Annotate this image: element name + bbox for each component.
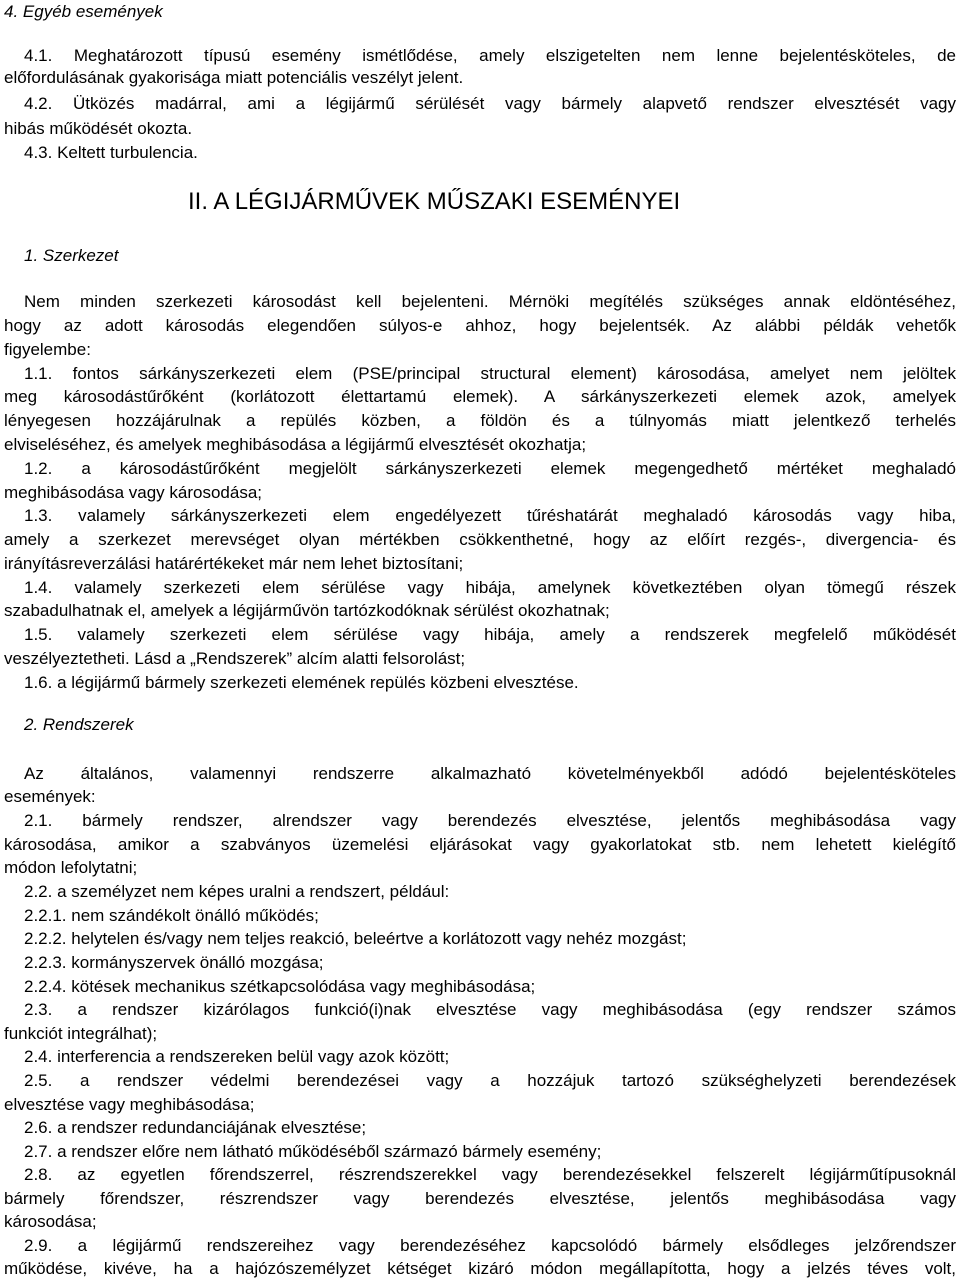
section-1-title: 1. Szerkezet <box>24 246 119 265</box>
item-2-3-line-1: 2.3. a rendszer kizárólagos funkció(i)nak elvesztése vagy meghibásodása (egy rendszer számos <box>24 1000 956 1019</box>
item-2-2: 2.2. a személyzet nem képes uralni a rendszert, például: <box>24 882 450 901</box>
item-4-3: 4.3. Keltett turbulencia. <box>24 143 198 162</box>
item-1-3-line-2: amely a szerkezet merevséget olyan mértékben csökkenthetné, hogy az előírt rezgés-, divergencia- és <box>4 530 956 549</box>
item-2-4: 2.4. interferencia a rendszereken belül vagy azok között; <box>24 1047 450 1066</box>
item-2-9-line-1: 2.9. a légijármű rendszereihez vagy berendezéséhez kapcsolódó bármely elsődleges jelzőrendszer <box>24 1236 956 1255</box>
systems-intro-line-2: események: <box>4 787 96 806</box>
item-2-1-line-2: károsodása, amikor a szabványos üzemelési eljárásokat vagy gyakorlatokat stb. nem lehetett kielégítő <box>4 835 956 854</box>
item-1-1-line-1: 1.1. fontos sárkányszerkezeti elem (PSE/principal structural element) károsodása, amelyet nem jelöltek <box>24 364 956 383</box>
item-2-3-line-2: funkciót integrálhat); <box>4 1024 158 1043</box>
structure-intro-line-3: figyelembe: <box>4 340 91 359</box>
item-2-1-line-1: 2.1. bármely rendszer, alrendszer vagy berendezés elvesztése, jelentős meghibásodása vagy <box>24 811 956 830</box>
item-2-8-line-2: bármely főrendszer, részrendszer vagy berendezés elvesztése, jelentős meghibásodása vagy <box>4 1189 956 1208</box>
item-2-5-line-1: 2.5. a rendszer védelmi berendezései vagy a hozzájuk tartozó szükséghelyzeti berendezések <box>24 1071 956 1090</box>
item-1-6: 1.6. a légijármű bármely szerkezeti elemének repülés közbeni elvesztése. <box>24 673 579 692</box>
item-1-2-line-1: 1.2. a károsodástűrőként megjelölt sárkányszerkezeti elemek megengedhető mértéket meghaladó <box>24 459 956 478</box>
item-1-5-line-2: veszélyeztetheti. Lásd a „Rendszerek” alcím alatti felsorolást; <box>4 649 466 668</box>
item-1-4-line-2: szabadulhatnak el, amelyek a légijárművön tartózkodóknak sérülést okozhatnak; <box>4 601 610 620</box>
item-2-2-3: 2.2.3. kormányszervek önálló mozgása; <box>24 953 324 972</box>
part-2-heading: II. A LÉGIJÁRMŰVEK MŰSZAKI ESEMÉNYEI <box>188 188 681 215</box>
item-2-8-line-1: 2.8. az egyetlen főrendszerrel, részrendszerekkel vagy berendezésekkel felszerelt légijárműtípusoknál <box>24 1165 956 1184</box>
item-2-6: 2.6. a rendszer redundanciájának elvesztése; <box>24 1118 367 1137</box>
item-1-4-line-1: 1.4. valamely szerkezeti elem sérülése vagy hibája, amelynek következtében olyan tömegű részek <box>24 578 956 597</box>
item-1-3-line-3: irányításreverzálási határértékeket már nem lehet biztosítani; <box>4 554 464 573</box>
item-1-3-line-1: 1.3. valamely sárkányszerkezeti elem engedélyezett tűréshatárát meghaladó károsodás vagy hiba, <box>24 506 956 525</box>
item-1-1-line-3: lényegesen hozzájárulnak a repülés közben, a földön és a túlnyomás miatt jelentkező terhelés <box>4 411 956 430</box>
item-2-2-1: 2.2.1. nem szándékolt önálló működés; <box>24 906 319 925</box>
systems-intro-line-1: Az általános, valamennyi rendszerre alkalmazható követelményekből adódó bejelentésköteles <box>24 764 956 783</box>
structure-intro-line-2: hogy az adott károsodás elegendően súlyos-e ahhoz, hogy bejelentsék. Az alábbi példák vehetők <box>4 316 956 335</box>
item-4-2-line-2: hibás működését okozta. <box>4 119 193 138</box>
item-1-5-line-1: 1.5. valamely szerkezeti elem sérülése vagy hibája, amely a rendszerek megfelelő működését <box>24 625 956 644</box>
item-2-5-line-2: elvesztése vagy meghibásodása; <box>4 1095 255 1114</box>
structure-intro-line-1: Nem minden szerkezeti károsodást kell bejelenteni. Mérnöki megítélés szükséges annak eldöntéséhez, <box>24 292 956 311</box>
section-2-title: 2. Rendszerek <box>24 715 134 734</box>
item-2-7: 2.7. a rendszer előre nem látható működéséből származó bármely esemény; <box>24 1142 602 1161</box>
item-1-2-line-2: meghibásodása vagy károsodása; <box>4 483 262 502</box>
item-2-8-line-3: károsodása; <box>4 1212 97 1231</box>
item-2-1-line-3: módon lefolytatni; <box>4 858 138 877</box>
item-1-1-line-4: elviseléséhez, és amelyek meghibásodása a légijármű elvesztését okozhatja; <box>4 435 587 454</box>
item-2-2-4: 2.2.4. kötések mechanikus szétkapcsolódása vagy meghibásodása; <box>24 977 536 996</box>
item-2-2-2: 2.2.2. helytelen és/vagy nem teljes reakció, beleértve a korlátozott vagy nehéz mozgást; <box>24 929 687 948</box>
item-2-9-line-2: működése, kivéve, ha a hajózószemélyzet kétséget kizáró módon megállapította, hogy a jelzés téves volt, <box>4 1259 956 1278</box>
item-4-1-line-2: előfordulásának gyakorisága miatt potenciális veszélyt jelent. <box>4 68 464 87</box>
item-4-1-line-1: 4.1. Meghatározott típusú esemény ismétlődése, amely elszigetelten nem lenne bejelentésköteles, de <box>24 46 956 65</box>
item-4-2-line-1: 4.2. Ütközés madárral, ami a légijármű sérülését vagy bármely alapvető rendszer elvesztését vagy <box>24 94 956 113</box>
item-1-1-line-2: meg károsodástűrőként (korlátozott élettartamú elemek). A sárkányszerkezeti elemek azok, amelyek <box>4 387 956 406</box>
section-4-title: 4. Egyéb események <box>4 2 163 21</box>
